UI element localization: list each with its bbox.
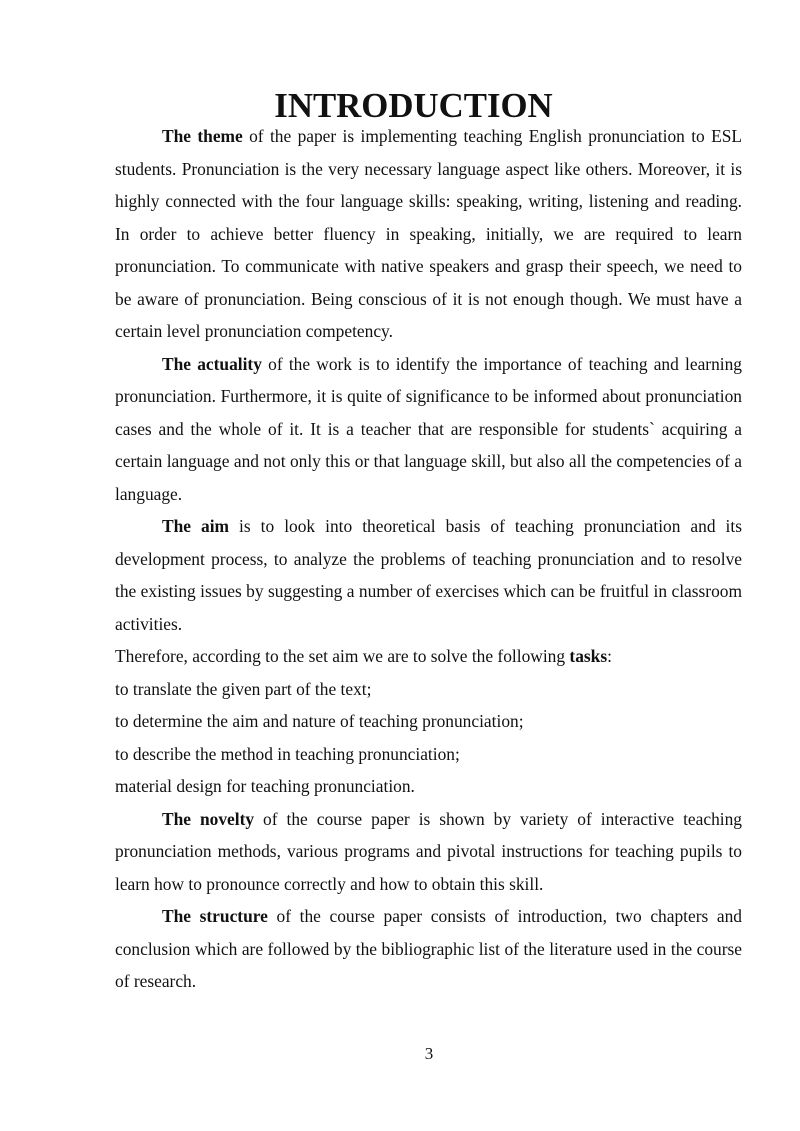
task-item: to describe the method in teaching pronunciation;	[115, 743, 460, 764]
task-item: to translate the given part of the text;	[115, 678, 372, 699]
novelty-text: of the course paper is shown by variety of interactive teaching pronunciation methods, various programs and pivotal instructions for teaching pupils to learn how to pronounce correctly and how to obtain this skill.	[115, 808, 743, 894]
tasks-colon: :	[607, 646, 612, 666]
actuality-text: of the work is to identify the importance of teaching and learning pronunciation. Furthermore, it is quite of significance to be informed about pronunciation cases and the whole of it. It is a teacher that are responsible for students` acquiring a certain language and not only this or that language skill, but also all the competencies of a language.	[115, 353, 743, 504]
page-number: 3	[424, 1044, 434, 1063]
aim-paragraph	[115, 510, 742, 640]
tasks-intro-paragraph	[115, 640, 742, 673]
novelty-label: The novelty	[162, 808, 255, 829]
tasks-label: tasks	[569, 646, 608, 666]
structure-label: The structure	[162, 906, 268, 926]
actuality-paragraph	[115, 348, 742, 511]
theme-label: The theme	[162, 126, 243, 146]
actuality-label: The actuality	[162, 353, 262, 374]
structure-text: of the course paper consists of introduction, two chapters and conclusion which are followed by the bibliographic list of the literature used in the course of research.	[115, 906, 742, 991]
aim-text: is to look into theoretical basis of teaching pronunciation and its development process, to analyze the problems of teaching pronunciation and to resolve the existing issues by suggesting a number of exercises which can be fruitful in classroom activities.	[115, 516, 742, 634]
task-item: to determine the aim and nature of teaching pronunciation;	[115, 711, 524, 731]
structure-paragraph	[115, 900, 742, 998]
theme-text: of the paper is implementing teaching English pronunciation to ESL students. Pronunciation is the very necessary language aspect like others. Moreover, it is highly connected with the four language skills: speaking, writing, listening and reading. In order to achieve better fluency in speaking, initially, we are required to learn pronunciation. To communicate with native speakers and grasp their speech, we need to be aware of pronunciation. Being conscious of it is not enough though. We must have a certain level pronunciation competency.	[115, 126, 743, 341]
theme-paragraph	[115, 120, 742, 348]
aim-label: The aim	[162, 516, 230, 536]
novelty-paragraph	[115, 803, 742, 901]
task-item: material design for teaching pronunciation.	[115, 776, 415, 796]
document-page	[115, 86, 743, 998]
page-title: INTRODUCTION	[274, 86, 553, 125]
tasks-intro-text: Therefore, according to the set aim we are to solve the following	[115, 646, 570, 666]
